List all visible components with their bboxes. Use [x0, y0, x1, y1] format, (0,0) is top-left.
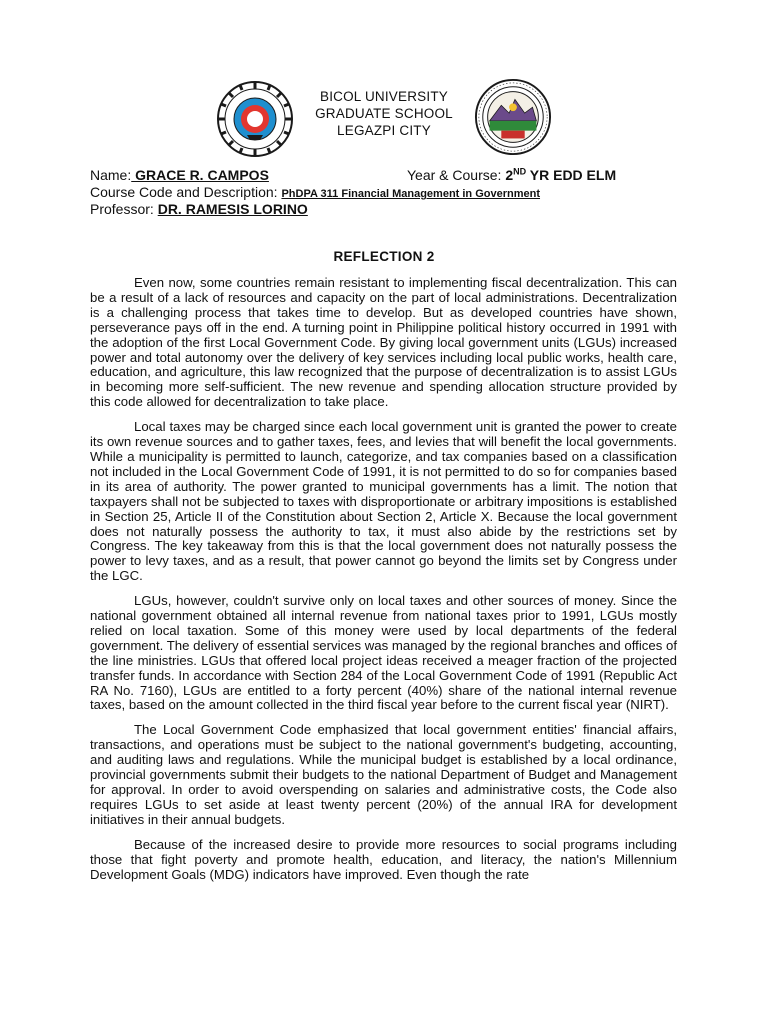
paragraph: LGUs, however, couldn't survive only on local taxes and other sources of money. Since the national government obtained all internal revenue from national taxes prior to 1991, LGUs mostly relied on local taxation. Some of this money were used by local departments of the federal government. The delivery of essential services was managed by the regional branches and offices of the line ministries. LGUs that offered local project ideas received a meager fraction of the projected transfer funds. In accordance with Section 284 of the Local Government Code of 1991 (Republic Act RA No. 7160), LGUs are entitled to a forty percent (40%) share of the national internal revenue taxes, based on the amount collected in the third fiscal year before to the current fiscal year (NIRT).: [90, 593, 677, 713]
paragraph: Because of the increased desire to provide more resources to social programs including those that fight poverty and promote health, education, and literacy, the nation's Millennium Development Goals (MDG) indicators have improved. Even though the rate: [90, 836, 677, 882]
city-name: LEGAZPI CITY: [337, 123, 431, 138]
document-title: REFLECTION 2: [333, 249, 435, 264]
name-row: [90, 167, 690, 184]
institution-heading: [296, 88, 472, 139]
bicol-university-seal-icon: [216, 80, 294, 158]
document-body: [90, 276, 677, 892]
professor-row: [90, 201, 690, 218]
year-ordinal: ND: [513, 166, 527, 177]
professor-label: Professor:: [90, 201, 158, 217]
student-info-block: [90, 167, 690, 218]
school-name: GRADUATE SCHOOL: [315, 106, 453, 121]
paragraph: Even now, some countries remain resistant to implementing fiscal decentralization. This can be a result of a lack of resources and capacity on the part of local administrations. Decentralization is a challenging process that takes time to develop. But as developed countries have shown, perseverance pays off in the end. A turning point in Philippine political history occurred in 1991 with the adoption of the first Local Government Code. By giving local government units (LGUs) increased power and total autonomy over the delivery of key services including local public works, health care, education, and agriculture, this law recognized that the purpose of decentralization is to assist LGUs in becoming more self-sufficient. The new revenue and spending allocation structure provided by this code allowed for decentralization to take place.: [90, 275, 677, 410]
year-course-label: Year & Course:: [407, 167, 506, 183]
course-value: PhDPA 311 Financial Management in Government: [281, 188, 541, 200]
course-row: [90, 184, 690, 201]
name-value: GRACE R. CAMPOS: [131, 167, 269, 183]
paragraph: Local taxes may be charged since each local government unit is granted the power to create its own revenue sources and to gather taxes, fees, and levies that will benefit the local governments. While a municipality is permitted to launch, categorize, and tax companies based on a classification not included in the Local Government Code of 1991, it is not permitted to do so for companies based in its area of authority. The power granted to municipal governments has a limit. The notion that taxpayers shall not be subjected to taxes with disproportionate or arbitrary impositions is established in Section 25, Article II of the Constitution about Section 2, Article X. Because the local government does not naturally possess the authority to tax, it must also abide by the restrictions set by Congress. The key takeaway from this is that the local government does not naturally possess the power to levy taxes, and as a result, that power cannot go beyond the limits set by Congress under the LGC.: [90, 419, 677, 584]
course-label: Course Code and Description:: [90, 184, 282, 200]
university-name: BICOL UNIVERSITY: [320, 89, 448, 104]
professor-value: DR. RAMESIS LORINO: [157, 201, 308, 217]
paragraph: The Local Government Code emphasized that local government entities' financial affairs, transactions, and operations must be subject to the national government's budgeting, accounting, and auditing laws and regulations. While the municipal budget is established by a local ordinance, provincial governments submit their budgets to the national Department of Budget and Management for approval. In order to avoid overspending on salaries and administrative costs, the Code also requires LGUs to set aside at least twenty percent (20%) of the annual IRA for development initiatives in their annual budgets.: [90, 722, 677, 827]
year-course-field: [407, 167, 616, 184]
name-label: Name:: [90, 167, 132, 183]
graduate-school-seal-icon: [474, 78, 552, 156]
year-course-value: YR EDD ELM: [526, 167, 617, 183]
document-header: [0, 78, 768, 158]
year-number: 2: [505, 167, 514, 183]
